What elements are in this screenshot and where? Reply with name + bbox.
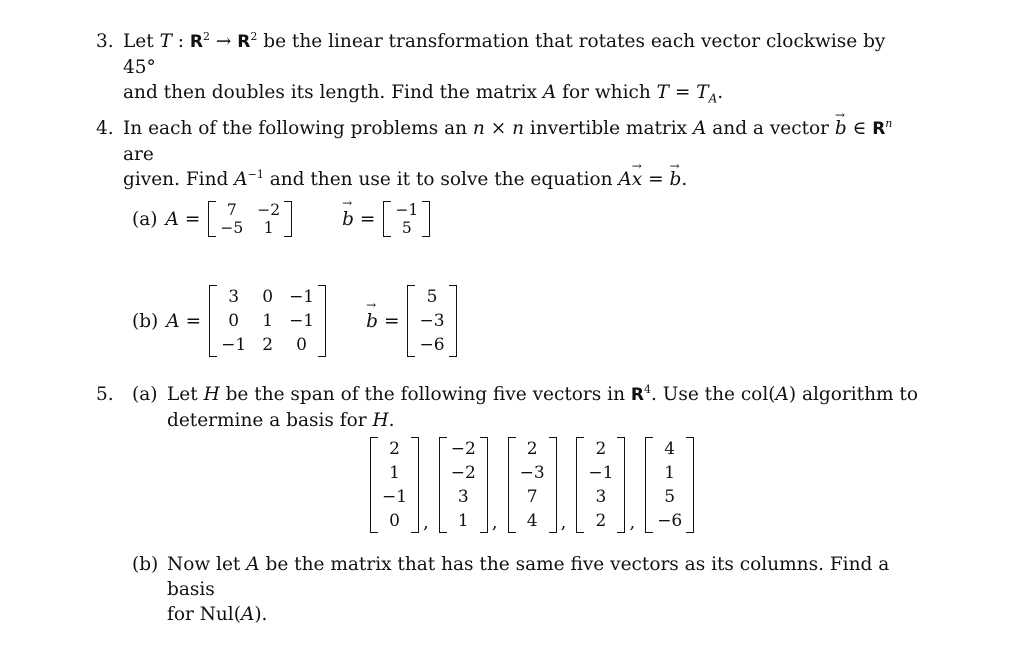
vector-entry: −3 [419,311,445,331]
matrix-entry: −1 [289,287,315,307]
problem-5b-line-2: for Nul(A). [167,604,268,625]
problem-5a [132,382,926,433]
problem-5a-text [167,382,926,433]
vector-entry: 0 [389,511,400,531]
vector-entry: −1 [395,201,419,219]
problem-4a-matrix-A [208,201,292,237]
matrix-entry: 2 [262,335,274,355]
problem-5b [132,552,912,627]
matrix-entry: 7 [226,201,237,219]
vector-3 [508,437,557,533]
problem-4a-vector-b [383,201,430,237]
matrix-entry: 0 [228,311,240,331]
problem-4b-matrix-A [209,285,326,357]
vector-entry: 5 [426,287,438,307]
problem-5a-label: (a) [132,384,158,405]
vector-entry: 7 [526,487,538,507]
vector-entry: 2 [595,439,607,459]
vector-entry: −1 [588,463,614,483]
vector-2 [439,437,488,533]
matrix-entry: −2 [257,201,281,219]
problem-5b-line-1: Now let A be the matrix that has the same five vectors as its columns. Find a basis [167,554,890,600]
vector-entry: 4 [526,511,538,531]
vector-entry: 5 [401,219,412,237]
vector-entry: 2 [595,511,607,531]
problem-4a: (a) A = 7 −2 −5 1 → b = −1 5 [132,201,430,237]
matrix-entry: 0 [262,287,274,307]
problem-4b-label: (b) [132,310,159,332]
problem-5a-vectors: 2 1 −1 0 , −2 −2 3 1 , 2 −3 7 4 , 2 −1 3 2 , 4 1 5 −6 [370,437,694,533]
vector-entry: 1 [664,463,676,483]
vector-entry: −2 [450,439,476,459]
problem-5-number: 5. [96,384,114,405]
vector-entry: 1 [457,511,469,531]
problem-3-line-1: Let T : $R^2 \to R^2$ be the linear transformation that rotates each vector clockwise by 45° [123,29,886,78]
matrix-entry: −1 [221,335,247,355]
problem-4a-label: (a) [132,208,158,230]
problem-4-line-1: In each of the following problems an n × n invertible matrix A and a vector → b ∈ $R^n$ are [123,116,916,167]
problem-5 [96,382,926,433]
vector-entry: 4 [664,439,676,459]
vector-entry: −3 [519,463,545,483]
problem-3-line-2: and then doubles its length. Find the matrix A for which $T = T_A$. [123,82,724,106]
matrix-entry: −5 [220,219,244,237]
vector-entry: −2 [450,463,476,483]
problem-3-text [123,29,916,105]
problem-3 [96,29,916,105]
matrix-entry: 1 [262,311,274,331]
matrix-entry: 1 [263,219,274,237]
problem-5b-text [167,552,912,627]
problem-5a-line-1: Let H be the span of the following five vectors in $R^4$. Use the col(A) algorithm to [167,382,918,405]
problem-3-number: 3. [96,31,114,52]
vector-entry: 3 [595,487,607,507]
matrix-entry: 3 [228,287,240,307]
vector-entry: 1 [389,463,400,483]
problem-4b-vector-b [407,285,456,357]
problem-4-text [123,116,916,192]
vector-entry: 2 [526,439,538,459]
problem-4-line-2: given. Find $A^{-1}$ and then use it to solve the equation A→ x = → b. [123,167,916,192]
vector-entry: −6 [419,335,445,355]
problem-5a-line-2: determine a basis for H. [167,410,395,431]
vector-entry: 3 [457,487,469,507]
problem-4b: (b) A = 3 0 −1 0 1 −1 −1 2 0 → b = 5 −3 −6 [132,285,457,357]
vector-entry: −1 [382,487,408,507]
vector-entry: 5 [664,487,676,507]
problem-5b-label: (b) [132,554,159,575]
matrix-entry: 0 [296,335,307,355]
vector-entry: 2 [389,439,400,459]
vector-entry: −6 [657,511,683,531]
vector-5 [645,437,694,533]
problem-4 [96,116,916,192]
vector-4 [576,437,625,533]
matrix-entry: −1 [289,311,315,331]
problem-4-number: 4. [96,118,114,139]
vector-1 [370,437,419,533]
